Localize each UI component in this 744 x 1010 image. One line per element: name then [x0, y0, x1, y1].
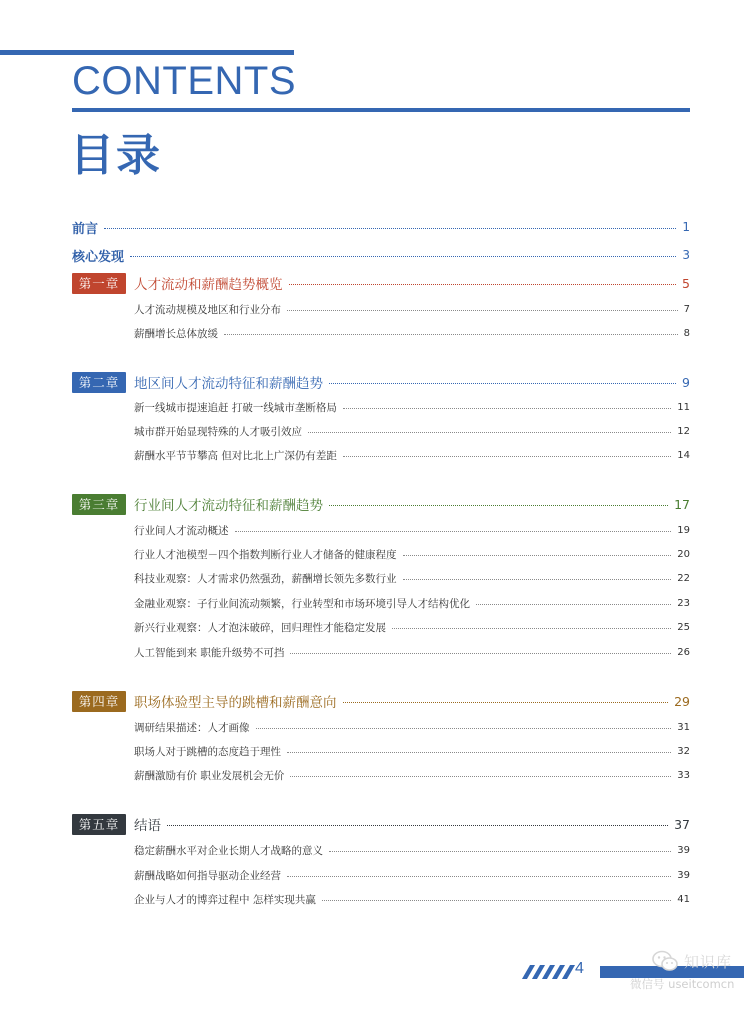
subentry-page: 14: [677, 449, 690, 461]
dot-leader: [343, 702, 669, 703]
toc-subentry[interactable]: [72, 298, 690, 320]
subentry-page: 41: [677, 893, 690, 905]
toc-chapter-5[interactable]: [72, 812, 690, 836]
chapter-title: 职场体验型主导的跳槽和薪酬意向: [134, 695, 337, 711]
toc-entry-title: 核心发现: [72, 249, 125, 265]
heading-divider: [72, 108, 690, 112]
toc-subentry[interactable]: [72, 740, 690, 762]
dot-leader: [289, 284, 677, 285]
dot-leader: [322, 900, 671, 901]
subentry-title: 企业与人才的博弈过程中 怎样实现共赢: [134, 893, 316, 906]
dot-leader: [287, 310, 678, 311]
subentry-page: 20: [677, 548, 690, 560]
top-accent-rule: [0, 50, 294, 55]
page-number: 4: [575, 960, 584, 977]
subentry-title: 新兴行业观察：人才泡沫破碎，回归理性才能稳定发展: [134, 621, 386, 634]
subentry-page: 22: [677, 572, 690, 584]
dot-leader: [290, 776, 671, 777]
subentry-title: 行业人才池模型－四个指数判断行业人才储备的健康程度: [134, 548, 397, 561]
chapter-page: 29: [674, 693, 690, 709]
chapter-badge: 第二章: [72, 372, 126, 393]
dot-leader: [329, 851, 671, 852]
footer-stripes: [522, 965, 572, 979]
dot-leader: [329, 383, 676, 384]
chapter-title: 人才流动和薪酬趋势概览: [134, 277, 283, 293]
subentry-page: 31: [677, 721, 690, 733]
toc-subentry[interactable]: [72, 519, 690, 541]
toc-entry-title: 前言: [72, 221, 99, 237]
subentry-title: 薪酬战略如何指导驱动企业经营: [134, 869, 281, 882]
toc-subentry[interactable]: [72, 616, 690, 638]
dot-leader: [287, 752, 671, 753]
dot-leader: [287, 876, 671, 877]
subentry-title: 调研结果描述：人才画像: [134, 721, 250, 734]
subentry-page: 19: [677, 524, 690, 536]
toc-subentry[interactable]: [72, 716, 690, 738]
chapter-title: 行业间人才流动特征和薪酬趋势: [134, 498, 323, 514]
chapter-page: 9: [682, 374, 690, 390]
chapter-title: 地区间人才流动特征和薪酬趋势: [134, 376, 323, 392]
toc-subentry[interactable]: [72, 839, 690, 861]
chapter-page: 37: [674, 816, 690, 832]
toc-subentry[interactable]: [72, 444, 690, 466]
dot-leader: [256, 728, 672, 729]
toc-subentry[interactable]: [72, 543, 690, 565]
chapter-badge: 第五章: [72, 814, 126, 835]
subentry-page: 26: [677, 646, 690, 658]
subentry-page: 39: [677, 869, 690, 881]
toc-subentry[interactable]: [72, 764, 690, 786]
chapter-badge: 第三章: [72, 494, 126, 515]
dot-leader: [235, 531, 672, 532]
subentry-title: 人才流动规模及地区和行业分布: [134, 303, 281, 316]
dot-leader: [343, 408, 671, 409]
toc-subentry[interactable]: [72, 888, 690, 910]
subentry-title: 城市群开始显现特殊的人才吸引效应: [134, 425, 302, 438]
subentry-page: 23: [677, 597, 690, 609]
watermark-brand: 知识库: [684, 953, 733, 971]
toc-entry-page: 1: [682, 220, 690, 234]
chapter-page: 5: [682, 275, 690, 291]
chapter-page: 17: [674, 496, 690, 512]
wechat-icon: [652, 950, 678, 972]
toc-entry-page: 3: [682, 248, 690, 262]
dot-leader: [224, 334, 678, 335]
subentry-page: 7: [683, 303, 690, 315]
watermark-account: 微信号 useitcomcn: [630, 977, 735, 991]
toc-chapter-1[interactable]: [72, 271, 690, 295]
subentry-title: 薪酬激励有价 职业发展机会无价: [134, 769, 285, 782]
toc-title: 目录: [70, 130, 162, 181]
chapter-badge: 第一章: [72, 273, 126, 294]
dot-leader: [476, 604, 671, 605]
toc-entry-preface[interactable]: [72, 215, 690, 239]
toc-subentry[interactable]: [72, 396, 690, 418]
dot-leader: [290, 653, 671, 654]
subentry-title: 薪酬水平节节攀高 但对比北上广深仍有差距: [134, 449, 337, 462]
toc-subentry[interactable]: [72, 322, 690, 344]
chapter-title: 结语: [134, 818, 161, 834]
contents-heading: CONTENTS: [72, 59, 296, 103]
subentry-title: 行业间人才流动概述: [134, 524, 229, 537]
subentry-page: 39: [677, 844, 690, 856]
subentry-title: 金融业观察：子行业间流动频繁，行业转型和市场环境引导人才结构优化: [134, 597, 470, 610]
chapter-badge: 第四章: [72, 691, 126, 712]
subentry-title: 新一线城市提速追赶 打破一线城市垄断格局: [134, 401, 337, 414]
dot-leader: [403, 555, 672, 556]
toc-chapter-4[interactable]: [72, 689, 690, 713]
dot-leader: [308, 432, 671, 433]
subentry-page: 8: [683, 327, 690, 339]
dot-leader: [104, 228, 676, 229]
dot-leader: [130, 256, 676, 257]
toc-subentry[interactable]: [72, 420, 690, 442]
subentry-title: 薪酬增长总体放缓: [134, 327, 218, 340]
toc-subentry[interactable]: [72, 567, 690, 589]
subentry-title: 人工智能到来 职能升级势不可挡: [134, 646, 285, 659]
toc-chapter-3[interactable]: [72, 492, 690, 516]
subentry-title: 稳定薪酬水平对企业长期人才战略的意义: [134, 844, 323, 857]
toc-entry-findings[interactable]: [72, 243, 690, 267]
subentry-page: 12: [677, 425, 690, 437]
dot-leader: [167, 825, 668, 826]
subentry-title: 职场人对于跳槽的态度趋于理性: [134, 745, 281, 758]
subentry-page: 25: [677, 621, 690, 633]
subentry-page: 32: [677, 745, 690, 757]
dot-leader: [329, 505, 668, 506]
toc-subentry[interactable]: [72, 864, 690, 886]
dot-leader: [343, 456, 671, 457]
subentry-page: 33: [677, 769, 690, 781]
subentry-page: 11: [677, 401, 690, 413]
subentry-title: 科技业观察：人才需求仍然强劲，薪酬增长领先多数行业: [134, 572, 397, 585]
toc-subentry[interactable]: [72, 592, 690, 614]
toc-subentry[interactable]: [72, 641, 690, 663]
dot-leader: [392, 628, 671, 629]
dot-leader: [403, 579, 672, 580]
toc-chapter-2[interactable]: [72, 370, 690, 394]
